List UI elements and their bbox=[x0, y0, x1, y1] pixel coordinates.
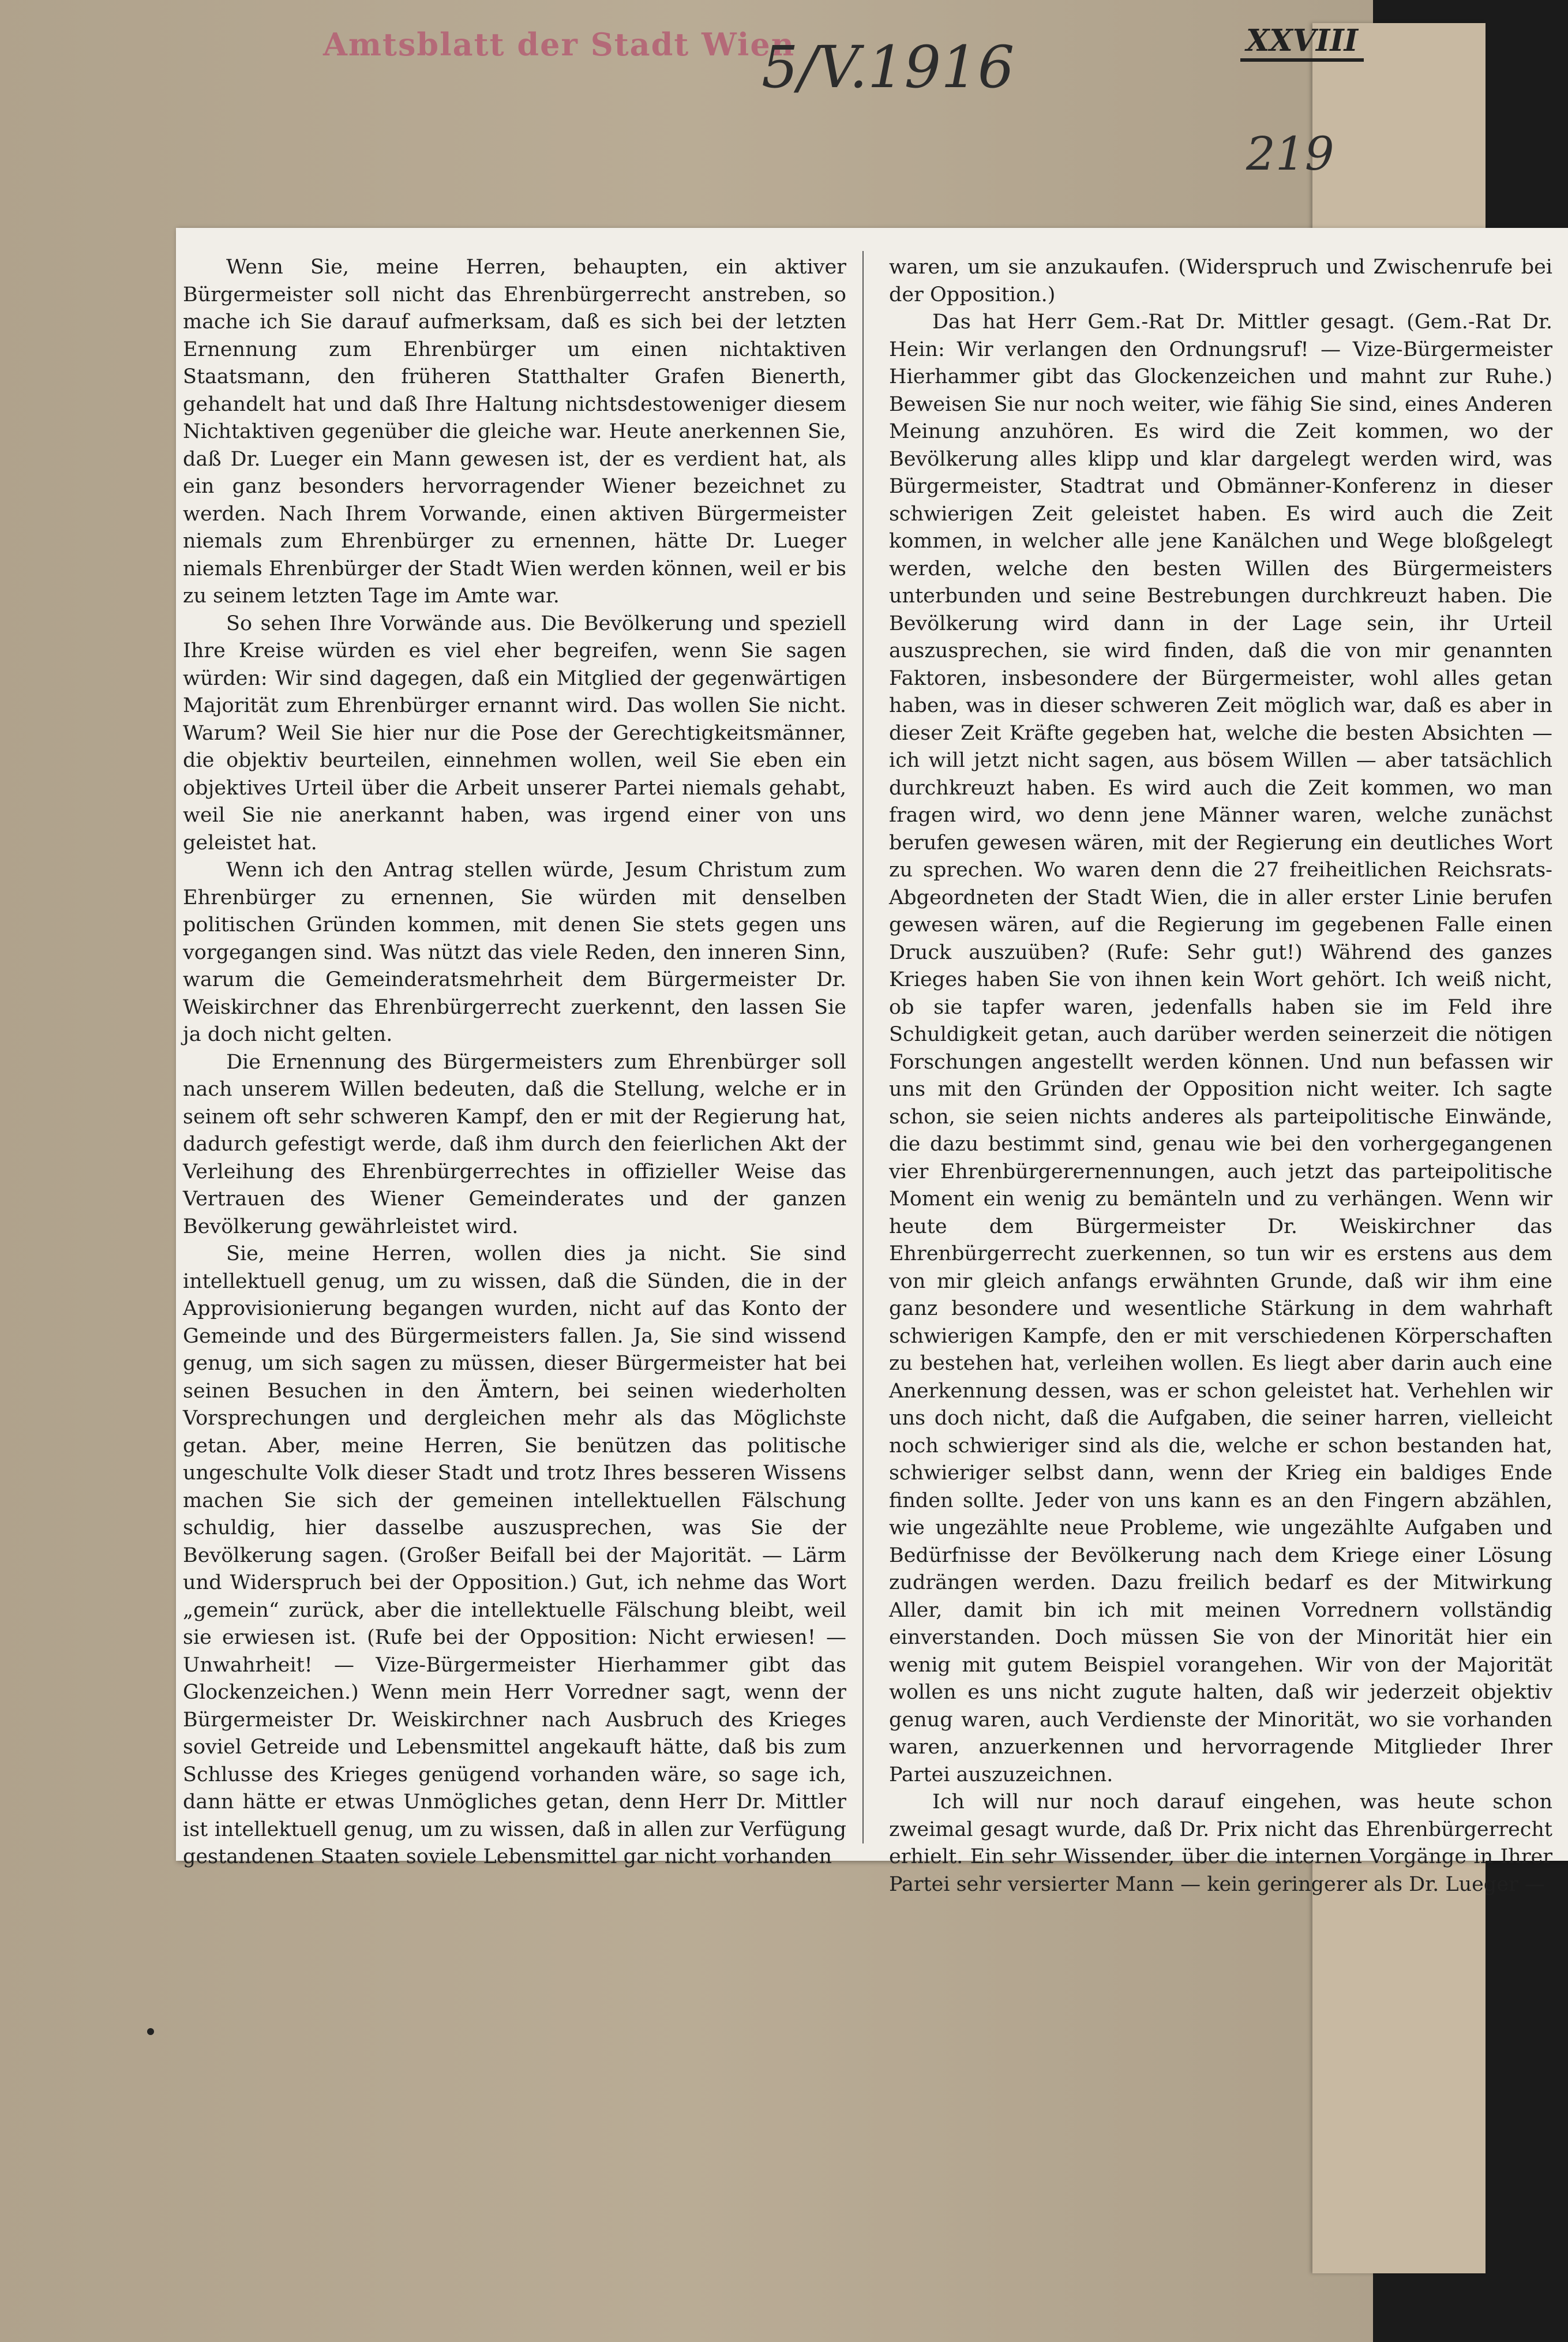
right-column bbox=[889, 254, 1552, 1898]
newspaper-clipping bbox=[176, 228, 1568, 1896]
paragraph: Das hat Herr Gem.-Rat Dr. Mittler gesagt. (Gem.-Rat Dr. Hein: Wir verlangen den Ordnungsruf! — Vize-Bürgermeister Hierhammer gibt das Glockenzeichen und mahnt zur Ruhe.) Beweisen Sie nur noch weiter, wie fähig Sie sind, eines Anderen Meinung anzuhören. Es wird die Zeit kommen, wo der Bevölkerung alles klipp und klar dargelegt werden wird, was Bürgermeister, Stadtrat und Obmänner-Konferenz in dieser schwierigen Zeit geleistet haben. Es wird auch die Zeit kommen, in welcher alle jene Kanälchen und Wege bloßgelegt werden, welche den besten Willen des Bürgermeisters unterbunden und seine Bestrebungen durchkreuzt haben. Die Bevölkerung wird dann in der Lage sein, ihr Urteil auszusprechen, sie wird finden, daß die von mir genannten Faktoren, insbesondere der Bürgermeister, wohl alles getan haben, was in dieser schweren Zeit möglich war, daß es aber in dieser Zeit Kräfte gegeben hat, welche die besten Absichten — ich will jetzt nicht sagen, aus bösem Willen — aber tatsächlich durchkreuzt haben. Es wird auch die Zeit kommen, wo man fragen wird, wo denn jene Männer waren, welche zunächst berufen gewesen wären, mit der Regierung ein deutliches Wort zu sprechen. Wo waren denn die 27 freiheitlichen Reichsrats-Abgeordneten der Stadt Wien, die in aller erster Linie berufen gewesen wären, auf die Regierung im gegebenen Falle einen Druck auszuüben? (Rufe: Sehr gut!) Während des ganzes Krieges haben Sie von ihnen kein Wort gehört. Ich weiß nicht, ob sie tapfer waren, jedenfalls haben sie im Feld ihre Schuldigkeit getan, auch darüber werden seinerzeit die nötigen Forschungen angestellt werden können. Und nun befassen wir uns mit den Gründen der Opposition nicht weiter. Ich sagte schon, sie seien nichts anderes als parteipolitische Einwände, die dazu bestimmt sind, genau wie bei den vorhergegangenen vier Ehrenbürgerernennungen, auch jetzt das parteipolitische Moment ein wenig zu bemänteln und zu verhängen. Wenn wir heute dem Bürgermeister Dr. Weiskirchner das Ehrenbürgerrecht zuerkennen, so tun wir es erstens aus dem von mir gleich anfangs erwähnten Grunde, daß wir ihm eine ganz besondere und wesentliche Stärkung in dem wahrhaft schwierigen Kampfe, den er mit verschiedenen Körperschaften zu bestehen hat, verleihen wollen. Es liegt aber darin auch eine Anerkennung dessen, was er schon geleistet hat. Verhehlen wir uns doch nicht, daß die Aufgaben, die seiner harren, vielleicht noch schwieriger sind als die, welche er schon bestanden hat, schwieriger selbst dann, wenn der Krieg ein baldiges Ende finden sollte. Jeder von uns kann es an den Fingern abzählen, wie ungezählte neue Probleme, wie ungezählte Aufgaben und Bedürfnisse der Bevölkerung nach dem Kriege einer Lösung zudrängen werden. Dazu freilich bedarf es der Mitwirkung Aller, damit bin ich mit meinen Vorrednern vollständig einverstanden. Doch müssen Sie von der Minorität hier ein wenig mit gutem Beispiel vorangehen. Wir von der Majorität wollen es uns nicht zugute halten, daß wir jederzeit objektiv genug waren, auch Verdienste der Minorität, wo sie vorhanden waren, anzuerkennen und hervorragende Mitglieder Ihrer Partei auszuzeichnen. bbox=[889, 310, 1552, 1786]
paragraph: Wenn ich den Antrag stellen würde, Jesum Christum zum Ehrenbürger zu ernennen, Sie würden mit denselben politischen Gründen kommen, mit denen Sie stets gegen uns vorgegangen sind. Was nützt das viele Reden, den inneren Sinn, warum die Gemeinderatsmehrheit dem Bürgermeister Dr. Weiskirchner das Ehrenbürgerrecht zuerkennt, den lassen Sie ja doch nicht gelten. bbox=[183, 859, 846, 1046]
left-column bbox=[183, 254, 846, 1871]
handwritten-date: 5/V.1916 bbox=[762, 33, 1015, 101]
volume-number: XXVIII bbox=[1240, 23, 1364, 62]
folio-number: 219 bbox=[1246, 127, 1334, 181]
paragraph: Sie, meine Herren, wollen dies ja nicht. Sie sind intellektuell genug, um zu wissen, daß die Sünden, die in der Approvisionierung begangen wurden, nicht auf das Konto der Gemeinde und des Bürgermeisters fallen. Ja, Sie sind wissend genug, um sich sagen zu müssen, dieser Bürgermeister hat bei seinen Besuchen in den Ämtern, bei seinen wiederholten Vorsprechungen und dergleichen mehr als das Möglichste getan. Aber, meine Herren, Sie benützen das politische ungeschulte Volk dieser Stadt und trotz Ihres besseren Wissens machen Sie sich der gemeinen intellektuellen Fälschung schuldig, hier dasselbe auszusprechen, was Sie der Bevölkerung sagen. (Großer Beifall bei der Majorität. — Lärm und Widerspruch bei der Opposition.) Gut, ich nehme das Wort „gemein“ zurück, aber die intellektuelle Fälschung bleibt, weil sie erwiesen ist. (Rufe bei der Opposition: Nicht erwiesen! — Unwahrheit! — Vize-Bürgermeister Hierhammer gibt das Glockenzeichen.) Wenn mein Herr Vorredner sagt, wenn der Bürgermeister Dr. Weiskirchner nach Ausbruch des Krieges soviel Getreide und Lebensmittel angekauft hätte, daß bis zum Schlusse des Krieges genügend vorhanden wäre, so sage ich, dann hätte er etwas Unmögliches getan, denn Herr Dr. Mittler ist intellektuell genug, um zu wissen, daß in allen zur Verfügung gestandenen Staaten soviele Lebensmittel gar nicht vorhanden bbox=[183, 1242, 846, 1868]
column-divider bbox=[862, 251, 864, 1843]
paragraph: waren, um sie anzukaufen. (Widerspruch und Zwischenrufe bei der Opposition.) bbox=[889, 256, 1552, 306]
publication-stamp: Amtsblatt der Stadt Wien bbox=[323, 26, 795, 63]
ink-dot bbox=[147, 2028, 154, 2035]
paragraph: So sehen Ihre Vorwände aus. Die Bevölkerung und speziell Ihre Kreise würden es viel eher begreifen, wenn Sie sagen würden: Wir sind dagegen, daß ein Mitglied der gegenwärtigen Majorität zum Ehrenbürger ernannt wird. Das wollen Sie nicht. Warum? Weil Sie hier nur die Pose der Gerechtigkeitsmänner, die objektiv beurteilen, einnehmen wollen, weil Sie eben ein objektives Urteil über die Arbeit unserer Partei niemals gehabt, weil Sie nie anerkannt haben, was irgend einer von uns geleistet hat. bbox=[183, 612, 846, 855]
paragraph: Wenn Sie, meine Herren, behaupten, ein aktiver Bürgermeister soll nicht das Ehrenbürgerrecht anstreben, so mache ich Sie darauf aufmerksam, daß es sich bei der letzten Ernennung zum Ehrenbürger um einen nichtaktiven Staatsmann, den früheren Statthalter Grafen Bienerth, gehandelt hat und daß Ihre Haltung nichtsdestoweniger diesem Nichtaktiven gegenüber die gleiche war. Heute anerkennen Sie, daß Dr. Lueger ein Mann gewesen ist, der es verdient hat, als ein ganz besonders hervorragender Wiener bezeichnet zu werden. Nach Ihrem Vorwande, einen aktiven Bürgermeister niemals zum Ehrenbürger zu ernennen, hätte Dr. Lueger niemals Ehrenbürger der Stadt Wien werden können, weil er bis zu seinem letzten Tage im Amte war. bbox=[183, 256, 846, 608]
paragraph: Ich will nur noch darauf eingehen, was heute schon zweimal gesagt wurde, daß Dr. Prix nicht das Ehrenbürgerrecht erhielt. Ein sehr Wissender, über die internen Vorgänge in Ihrer Partei sehr versierter Mann — kein geringerer als Dr. Lueger — bbox=[889, 1790, 1552, 1896]
paragraph: Die Ernennung des Bürgermeisters zum Ehrenbürger soll nach unserem Willen bedeuten, daß die Stellung, welche er in seinem oft sehr schweren Kampf, den er mit der Regierung hat, dadurch gefestigt werde, daß ihm durch den feierlichen Akt der Verleihung des Ehrenbürgerrechtes in offizieller Weise das Vertrauen des Wiener Gemeinderates und der ganzen Bevölkerung gewährleistet wird. bbox=[183, 1050, 846, 1238]
